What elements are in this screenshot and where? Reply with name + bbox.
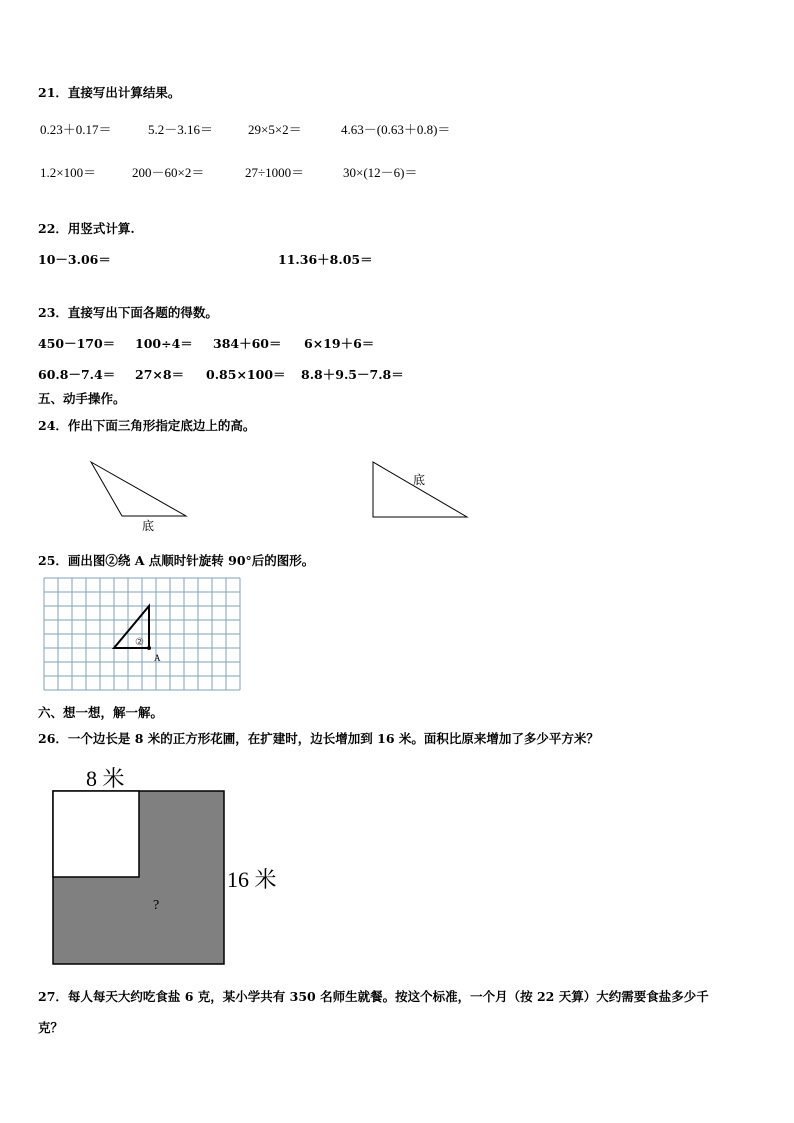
q23-expr-2: 100÷4＝ xyxy=(135,336,193,351)
q21-expr-5: 1.2×100＝ xyxy=(40,165,97,180)
q21-expr-2: 5.2－3.16＝ xyxy=(148,122,214,137)
q21-expr-8: 30×(12－6)＝ xyxy=(343,165,418,180)
q21-expr-7: 27÷1000＝ xyxy=(245,165,305,180)
q21-expr-3: 29×5×2＝ xyxy=(248,122,302,137)
q23-expr-5: 60.8－7.4＝ xyxy=(38,367,116,382)
q26-small-side-label: 8 米 xyxy=(86,766,125,791)
q27-line-2: 克？ xyxy=(38,1020,64,1035)
q21-expr-4: 4.63－(0.63＋0.8)＝ xyxy=(341,122,451,137)
section-6-heading: 六、想一想，解一解。 xyxy=(38,705,164,720)
q23-expr-8: 8.8＋9.5－7.8＝ xyxy=(301,367,404,382)
q26-large-side-label: 16 米 xyxy=(227,867,277,892)
q21-expr-1: 0.23＋0.17＝ xyxy=(40,122,112,137)
q23-expr-4: 6×19＋6＝ xyxy=(304,336,375,351)
small-square xyxy=(53,791,139,877)
q26-title: 26．一个边长是 8 米的正方形花圃，在扩建时，边长增加到 16 米。面积比原来增加了多少平方米？ xyxy=(38,731,599,746)
q25-title: 25．画出图②绕 A 点顺时针旋转 90°后的图形。 xyxy=(38,553,315,568)
q22-title: 22．用竖式计算. xyxy=(38,221,135,236)
q23-title: 23．直接写出下面各题的得数。 xyxy=(38,305,218,320)
q21-expr-6: 200－60×2＝ xyxy=(132,165,205,180)
q25-shape-label: ② xyxy=(135,637,144,648)
q23-expr-7: 0.85×100＝ xyxy=(206,367,286,382)
q24-base-label-2: 底 xyxy=(413,473,426,487)
q23-expr-3: 384＋60＝ xyxy=(213,336,282,351)
q26-unknown-label: ? xyxy=(153,898,160,913)
q25-point-label: A xyxy=(154,653,161,663)
q23-expr-1: 450－170＝ xyxy=(38,336,116,351)
q22-item-2: 11.36＋8.05＝ xyxy=(278,252,373,267)
q24-base-label-1: 底 xyxy=(142,519,155,533)
q21-title: 21．直接写出计算结果。 xyxy=(38,85,181,100)
q23-expr-6: 27×8＝ xyxy=(135,367,185,382)
section-5-heading: 五、动手操作。 xyxy=(38,391,126,406)
q22-item-1: 10－3.06＝ xyxy=(38,252,111,267)
q24-title: 24．作出下面三角形指定底边上的高。 xyxy=(38,418,256,433)
q27-line-1: 27．每人每天大约吃食盐 6 克，某小学共有 350 名师生就餐。按这个标准，一个月（按 22 天算）大约需要食盐多少千 xyxy=(38,989,709,1004)
